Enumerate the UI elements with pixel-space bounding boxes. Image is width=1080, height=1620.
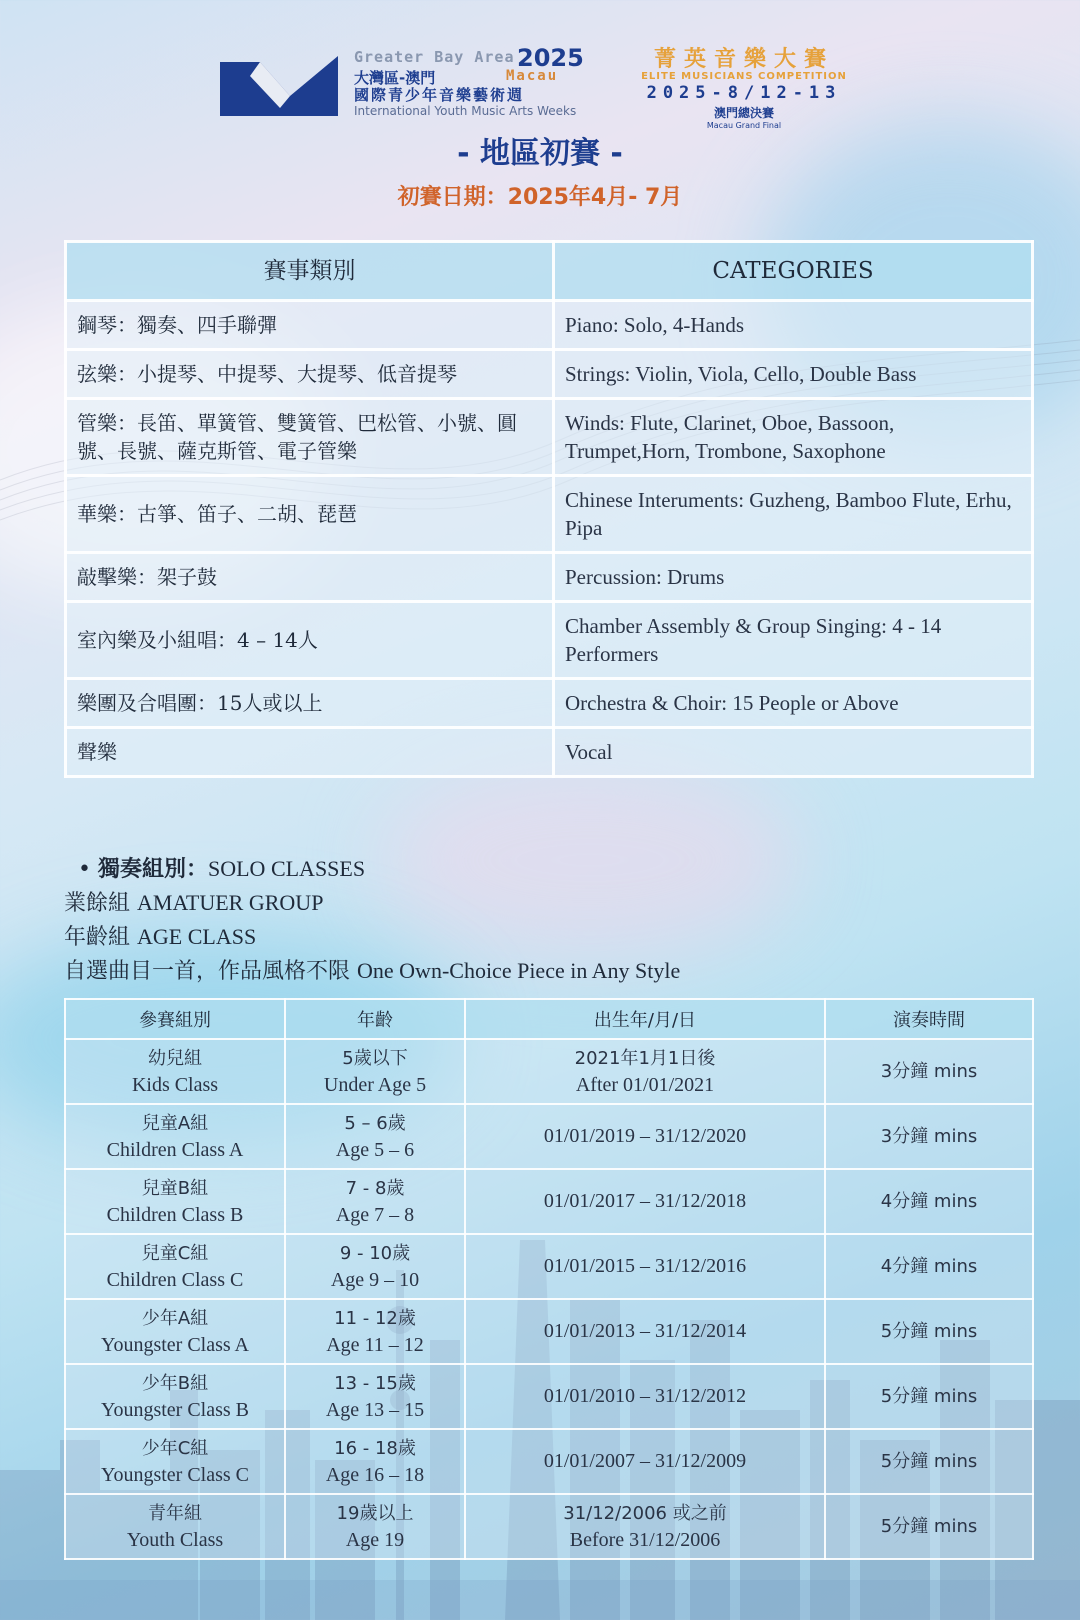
category-zh: 弦樂：小提琴、中提琴、大提琴、低音提琴: [66, 350, 554, 399]
birth-cell: [465, 1234, 825, 1299]
class-cell: [65, 1104, 285, 1169]
class-cell: [65, 1494, 285, 1559]
logo-chinese-title: 大灣區-澳門: [354, 69, 436, 87]
table-row: [65, 1234, 1033, 1299]
birth-cell: [465, 1299, 825, 1364]
category-en: Chamber Assembly & Group Singing: 4 - 14 Performers: [554, 602, 1033, 679]
age-cell: [285, 1299, 465, 1364]
class-en: Youngster Class C: [101, 1463, 249, 1486]
category-zh: 室內樂及小組唱：4 – 14人: [66, 602, 554, 679]
age-zh: 11 - 12歲: [334, 1307, 416, 1329]
performance-time: 4分鐘 mins: [880, 1256, 978, 1277]
table-row: [66, 476, 1033, 553]
logo-macau: Macau: [506, 68, 559, 84]
table-row: [66, 679, 1033, 728]
time-cell: [825, 1364, 1033, 1429]
column-header: CATEGORIES: [554, 242, 1033, 301]
page-title: - 地區初賽 -: [457, 136, 623, 171]
category-zh: 樂團及合唱團：15人或以上: [66, 679, 554, 728]
performance-time: 5分鐘 mins: [880, 1386, 978, 1407]
class-cell: [65, 1299, 285, 1364]
age-zh: 19歲以上: [336, 1502, 414, 1524]
grand-final-label-english: Macau Grand Final: [706, 121, 782, 130]
competition-title: 菁英音樂大賽: [653, 47, 834, 72]
birth-en: After 01/01/2021: [575, 1073, 715, 1096]
column-header: 年齡: [285, 999, 465, 1039]
logo-chinese-subtitle: 國際青少年音樂藝術週: [354, 86, 525, 104]
birth-cell: [465, 1494, 825, 1559]
category-en: Strings: Violin, Viola, Cello, Double Bass: [554, 350, 1033, 399]
bullet-icon: •: [78, 857, 98, 882]
table-header-row: [65, 999, 1033, 1039]
class-en: Kids Class: [131, 1073, 219, 1096]
birth-cell: [465, 1364, 825, 1429]
time-cell: [825, 1494, 1033, 1559]
class-zh: 幼兒組: [148, 1047, 202, 1069]
category-en: Orchestra & Choir: 15 People or Above: [554, 679, 1033, 728]
age-class-line: [64, 920, 1024, 954]
class-cell: [65, 1364, 285, 1429]
category-en: Vocal: [554, 728, 1033, 777]
logo-english-title: Greater Bay Area: [354, 48, 515, 66]
age-en: Age 13 – 15: [325, 1398, 425, 1421]
birth-en: 01/01/2015 – 31/12/2016: [543, 1255, 747, 1277]
birth-cell: [465, 1039, 825, 1104]
table-row: [66, 553, 1033, 602]
table-row: [65, 1104, 1033, 1169]
age-en: Age 16 – 18: [325, 1463, 425, 1486]
age-en: Age 11 – 12: [326, 1333, 424, 1356]
category-en: Winds: Flute, Clarinet, Oboe, Bassoon, Trumpet,Horn, Trombone, Saxophone: [554, 399, 1033, 476]
page-subtitle: 初賽日期：2025年4月- 7月: [397, 185, 683, 210]
birth-cell: [465, 1169, 825, 1234]
table-row: [65, 1299, 1033, 1364]
birth-cell: [465, 1429, 825, 1494]
birth-zh: 31/12/2006 或之前: [563, 1502, 727, 1524]
competition-date: 2025-8/12-13: [646, 83, 842, 103]
category-zh: 管樂：長笛、單簧管、雙簧管、巴松管、小號、圓號、長號、薩克斯管、電子管樂: [66, 399, 554, 476]
table-row: [65, 1169, 1033, 1234]
age-zh: 5 – 6歲: [344, 1112, 406, 1134]
performance-time: 3分鐘 mins: [880, 1061, 978, 1082]
age-en: Age 5 – 6: [335, 1138, 415, 1161]
birth-en: 01/01/2019 – 31/12/2020: [543, 1125, 747, 1147]
logo-year: 2025: [517, 44, 584, 72]
class-zh: 少年B組: [141, 1372, 209, 1394]
piece-rule-en: One Own-Choice Piece in Any Style: [357, 958, 681, 983]
table-row: [65, 1039, 1033, 1104]
competition-title-english: ELITE MUSICIANS COMPETITION: [641, 71, 847, 82]
class-cell: [65, 1234, 285, 1299]
class-en: Youngster Class B: [101, 1398, 249, 1421]
time-cell: [825, 1104, 1033, 1169]
class-zh: 青年組: [148, 1502, 202, 1524]
solo-heading-en: SOLO CLASSES: [208, 856, 366, 881]
age-en: Under Age 5: [323, 1073, 427, 1096]
birth-en: 01/01/2013 – 31/12/2014: [543, 1320, 747, 1342]
table-row: [66, 301, 1033, 350]
solo-classes-section: [64, 852, 1024, 988]
performance-time: 5分鐘 mins: [880, 1451, 978, 1472]
age-en: Age 19: [345, 1528, 405, 1551]
age-cell: [285, 1169, 465, 1234]
category-en: Percussion: Drums: [554, 553, 1033, 602]
class-zh: 兒童A組: [141, 1112, 209, 1134]
class-en: Children Class B: [106, 1203, 244, 1226]
table-row: [65, 1429, 1033, 1494]
gba-logo-icon: [220, 52, 350, 116]
piece-rule-zh: 自選曲目一首，作品風格不限: [64, 959, 351, 984]
class-en: Youngster Class A: [101, 1333, 249, 1356]
age-cell: [285, 1364, 465, 1429]
category-zh: 鋼琴：獨奏、四手聯彈: [66, 301, 554, 350]
age-cell: [285, 1429, 465, 1494]
age-zh: 9 - 10歲: [339, 1242, 411, 1264]
class-zh: 少年A組: [141, 1307, 209, 1329]
performance-time: 5分鐘 mins: [880, 1516, 978, 1537]
time-cell: [825, 1234, 1033, 1299]
age-cell: [285, 1234, 465, 1299]
gba-logo-text: [354, 44, 590, 120]
time-cell: [825, 1039, 1033, 1104]
age-zh: 5歲以下: [342, 1047, 408, 1069]
birth-en: 01/01/2007 – 31/12/2009: [543, 1450, 747, 1472]
column-header: 賽事類別: [66, 242, 554, 301]
category-zh: 聲樂: [66, 728, 554, 777]
class-en: Children Class C: [106, 1268, 244, 1291]
column-header: 參賽組別: [65, 999, 285, 1039]
amateur-group-zh: 業餘組: [64, 891, 131, 916]
category-zh: 敲擊樂：架子鼓: [66, 553, 554, 602]
age-cell: [285, 1104, 465, 1169]
category-en: Piano: Solo, 4-Hands: [554, 301, 1033, 350]
performance-time: 5分鐘 mins: [880, 1321, 978, 1342]
age-cell: [285, 1039, 465, 1104]
performance-time: 3分鐘 mins: [880, 1126, 978, 1147]
age-en: Age 7 – 8: [335, 1203, 415, 1226]
table-header-row: [66, 242, 1033, 301]
time-cell: [825, 1299, 1033, 1364]
amateur-group-en: AMATUER GROUP: [137, 890, 324, 915]
grand-final-label: 澳門總決賽: [713, 106, 774, 120]
class-zh: 少年C組: [141, 1437, 209, 1459]
birth-zh: 2021年1月1日後: [574, 1047, 716, 1069]
solo-heading-zh: 獨奏組別：: [97, 857, 208, 882]
table-row: [65, 1494, 1033, 1559]
birth-en: 01/01/2010 – 31/12/2012: [543, 1385, 747, 1407]
table-row: [66, 602, 1033, 679]
solo-heading: [64, 852, 1024, 886]
amateur-group-line: [64, 886, 1024, 920]
column-header: 演奏時間: [825, 999, 1033, 1039]
categories-table: [64, 240, 1034, 778]
competition-logo: [624, 42, 864, 130]
category-en: Chinese Interuments: Guzheng, Bamboo Flute, Erhu, Pipa: [554, 476, 1033, 553]
age-classes-table: [64, 998, 1034, 1560]
table-row: [66, 350, 1033, 399]
class-en: Children Class A: [106, 1138, 244, 1161]
birth-en: Before 31/12/2006: [569, 1528, 721, 1551]
age-class-zh: 年齡組: [64, 925, 131, 950]
table-row: [65, 1364, 1033, 1429]
age-class-en: AGE CLASS: [137, 924, 257, 949]
age-zh: 13 - 15歲: [334, 1372, 416, 1394]
class-cell: [65, 1169, 285, 1234]
birth-cell: [465, 1104, 825, 1169]
column-header: 出生年/月/日: [465, 999, 825, 1039]
class-en: Youth Class: [126, 1528, 224, 1551]
category-zh: 華樂：古箏、笛子、二胡、琵琶: [66, 476, 554, 553]
class-zh: 兒童B組: [141, 1177, 209, 1199]
age-en: Age 9 – 10: [330, 1268, 420, 1291]
birth-en: 01/01/2017 – 31/12/2018: [543, 1190, 747, 1212]
logo-english-subtitle: International Youth Music Arts Weeks: [354, 104, 577, 118]
age-zh: 7 - 8歲: [345, 1177, 405, 1199]
piece-rule-line: [64, 954, 1024, 988]
time-cell: [825, 1429, 1033, 1494]
class-cell: [65, 1039, 285, 1104]
table-row: [66, 399, 1033, 476]
age-zh: 16 - 18歲: [334, 1437, 416, 1459]
time-cell: [825, 1169, 1033, 1234]
class-cell: [65, 1429, 285, 1494]
age-cell: [285, 1494, 465, 1559]
class-zh: 兒童C組: [141, 1242, 209, 1264]
table-row: [66, 728, 1033, 777]
performance-time: 4分鐘 mins: [880, 1191, 978, 1212]
